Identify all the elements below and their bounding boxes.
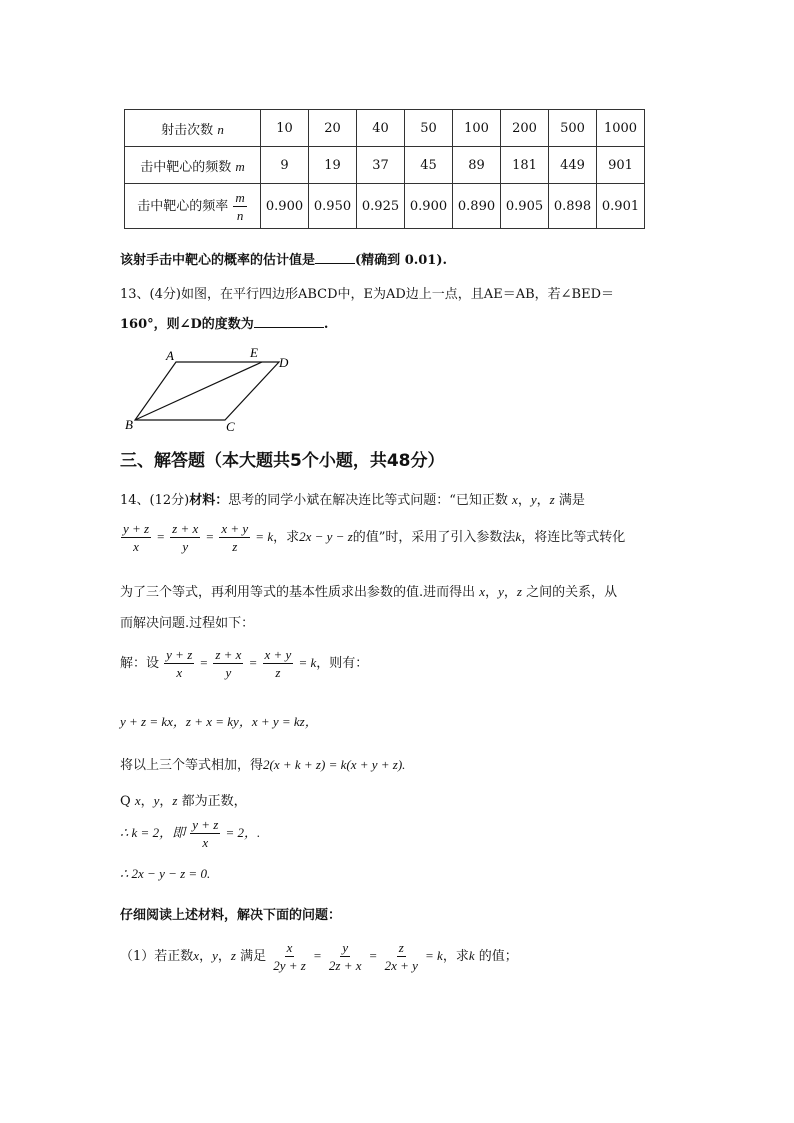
table-cell: 0.950 — [309, 184, 357, 229]
label-e: E — [250, 345, 258, 360]
table-cell: 1000 — [597, 110, 645, 147]
since-line: Q x，y，z 都为正数， — [120, 793, 247, 809]
fraction: $\frac{z}{2x + y}$ — [384, 940, 418, 973]
table-cell: 40 — [357, 110, 405, 147]
table-cell: 0.900 — [261, 184, 309, 229]
frequency-table — [124, 109, 645, 229]
equations-line: y + z = kx，z + x = ky，x + y = kz， — [120, 714, 318, 729]
table-row — [125, 110, 645, 147]
table-cell: 19 — [309, 147, 357, 184]
therefore-line: ∴ k = 2，即 $\frac{y + z}{x}$ = 2，. — [120, 817, 261, 850]
table-cell: 89 — [453, 147, 501, 184]
q14-intro: 14、(12分)材料：思考的同学小斌在解决连比等式问题：“已知正数 x，y，z 满是 — [120, 492, 585, 508]
label-d: D — [279, 355, 289, 370]
table-cell: 射击次数 n — [125, 110, 261, 147]
table-cell: 449 — [549, 147, 597, 184]
table-cell: 50 — [405, 110, 453, 147]
table-cell: 901 — [597, 147, 645, 184]
table-cell: 0.925 — [357, 184, 405, 229]
q14-line4: 而解决问题.过程如下： — [120, 616, 255, 631]
table-cell: 击中靶心的频率 $\frac{m}{n}$ — [125, 184, 261, 229]
read-instruction: 仔细阅读上述材料，解决下面的问题： — [120, 908, 342, 923]
q14-ratio-line: $\frac{y + z}{x}$ = $\frac{z + x}{y}$ = $\frac{x + y}{z}$ = k，求2x − y − z的值”时，采用了引入参数法k，将连比等式转化 — [123, 521, 626, 554]
table-row — [125, 184, 645, 229]
fraction: $\frac{x + y}{z}$ — [221, 521, 249, 554]
table-cell: 200 — [501, 110, 549, 147]
add-line: 将以上三个等式相加，得2(x + k + z) = k(x + y + z). — [120, 757, 406, 773]
label-b: B — [125, 417, 133, 432]
table-cell: 0.900 — [405, 184, 453, 229]
table-cell: 45 — [405, 147, 453, 184]
table-cell: 20 — [309, 110, 357, 147]
fraction: $\frac{x + y}{z}$ — [264, 647, 292, 680]
solution-line: 解：设 $\frac{y + z}{x}$ = $\frac{z + x}{y}$ = $\frac{x + y}{z}$ = k，则有： — [120, 647, 369, 680]
fraction: $\frac{y + z}{x}$ — [166, 647, 193, 680]
table-cell: 9 — [261, 147, 309, 184]
label-c: C — [226, 419, 235, 434]
table-cell: 500 — [549, 110, 597, 147]
q13-line1: 13、(4分)如图，在平行四边形ABCD中，E为AD边上一点，且AE＝AB，若∠BED＝ — [120, 287, 614, 302]
fraction: $\frac{y}{2z + x}$ — [328, 940, 362, 973]
label-a: A — [166, 348, 174, 363]
parallelogram-shape — [135, 362, 279, 420]
table-row — [125, 147, 645, 184]
table-cell: 100 — [453, 110, 501, 147]
fraction: $\frac{z + x}{y}$ — [215, 647, 242, 680]
table-cell: 37 — [357, 147, 405, 184]
table-cell: 击中靶心的频数 m — [125, 147, 261, 184]
part1-line: （1）若正数x，y，z 满足 $\frac{x}{2y + z}$ = $\frac{y}{2z + x}$ = $\frac{z}{2x + y}$ = k，求k 的值； — [120, 940, 518, 973]
table-cell: 181 — [501, 147, 549, 184]
table-cell: 0.898 — [549, 184, 597, 229]
fraction: $\frac{z + x}{y}$ — [172, 521, 199, 554]
table-cell: 10 — [261, 110, 309, 147]
section-title: 三、解答题（本大题共5个小题，共48分） — [120, 451, 445, 471]
q13-line2: 160°，则∠D的度数为 . — [120, 317, 329, 332]
parallelogram-figure — [122, 342, 312, 437]
fraction: $\frac{y + z}{x}$ — [192, 817, 219, 850]
answer-blank[interactable] — [254, 327, 324, 328]
conclusion-line: ∴ 2x − y − z = 0. — [120, 866, 211, 881]
table-cell: 0.905 — [501, 184, 549, 229]
segment-be — [135, 362, 262, 420]
fraction-m-over-n: $\frac{m}{n}$ — [235, 189, 245, 223]
table-cell: 0.901 — [597, 184, 645, 229]
fraction: $\frac{y + z}{x}$ — [123, 521, 150, 554]
table-cell: 0.890 — [453, 184, 501, 229]
q14-line3: 为了三个等式，再利用等式的基本性质求出参数的值.进而得出 x，y，z 之间的关系，从 — [120, 584, 618, 600]
fraction: $\frac{x}{2y + z}$ — [273, 940, 306, 973]
answer-blank[interactable] — [315, 263, 355, 264]
q12-answer-line: 该射手击中靶心的概率的估计值是 (精确到 0.01). — [120, 253, 448, 268]
